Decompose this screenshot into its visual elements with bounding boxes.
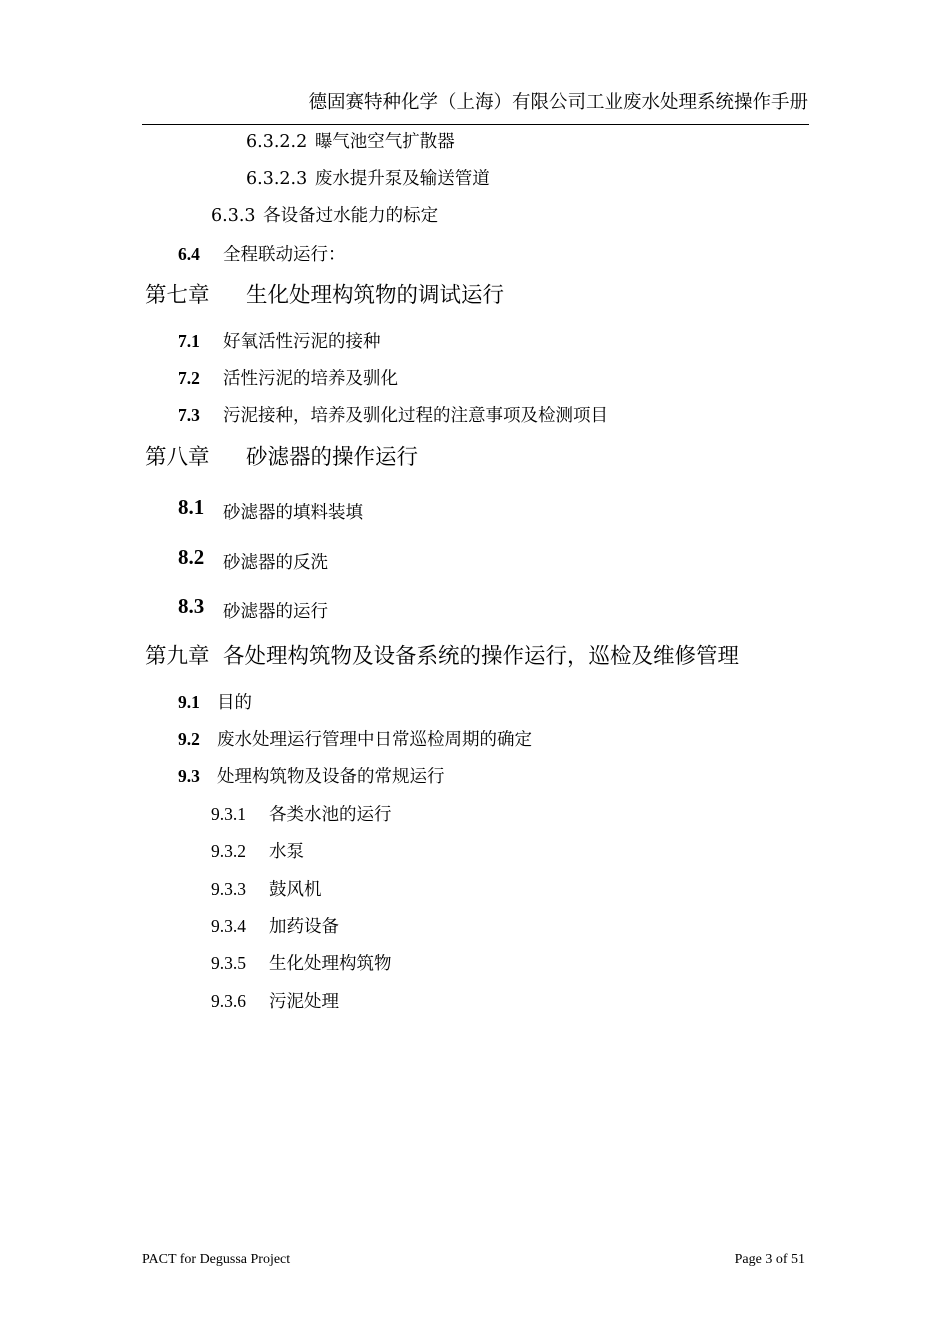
toc-subsection-number: 9.3.6	[211, 991, 246, 1011]
toc-section-text: 全程联动运行：	[223, 245, 346, 265]
toc-subsection-text: 污泥处理	[269, 992, 339, 1012]
toc-subsection-number: 9.3.2	[211, 841, 246, 861]
toc-section-number: 8.2	[178, 545, 205, 569]
toc-entry-text: 各设备过水能力的标定	[263, 206, 439, 226]
toc-section-number: 7.3	[178, 405, 200, 425]
toc-section-entry[interactable]	[178, 407, 608, 426]
toc-section-text: 废水处理运行管理中日常巡检周期的确定	[217, 730, 532, 750]
footer-page-of: of	[775, 1252, 788, 1267]
toc-section-text: 污泥接种，培养及驯化过程的注意事项及检测项目	[223, 406, 608, 426]
toc-section-entry[interactable]	[178, 495, 363, 523]
chapter-title: 各处理构筑物及设备系统的操作运行，巡检及维修管理	[223, 644, 740, 669]
toc-subsection-text: 水泵	[269, 842, 304, 862]
toc-section-entry[interactable]	[178, 731, 532, 750]
toc-subsection-entry[interactable]	[211, 843, 304, 862]
toc-subsection-entry[interactable]	[211, 918, 339, 937]
footer-project-name: PACT for Degussa Project	[142, 1252, 291, 1267]
footer-page-number	[735, 1252, 805, 1268]
chapter-label: 第七章	[145, 283, 210, 308]
toc-section-number: 9.3	[178, 766, 200, 786]
toc-entry[interactable]	[211, 208, 438, 226]
toc-subsection-number: 9.3.4	[211, 916, 246, 936]
toc-entry[interactable]	[246, 171, 490, 189]
toc-section-entry[interactable]	[178, 768, 445, 787]
toc-section-number: 7.2	[178, 368, 200, 388]
toc-subsection-entry[interactable]	[211, 993, 339, 1012]
toc-section-text: 处理构筑物及设备的常规运行	[217, 767, 445, 787]
toc-section-text: 好氧活性污泥的接种	[223, 332, 381, 352]
toc-section-number: 7.1	[178, 331, 200, 351]
toc-chapter-7[interactable]	[145, 285, 504, 307]
footer-page-total: 51	[791, 1252, 805, 1267]
toc-section-number: 6.4	[178, 244, 200, 264]
toc-section-number: 9.1	[178, 692, 200, 712]
toc-subsection-text: 生化处理构筑物	[269, 954, 392, 974]
chapter-label: 第八章	[145, 445, 210, 470]
toc-subsection-text: 鼓风机	[269, 880, 322, 900]
document-header-title: 德固赛特种化学（上海）有限公司工业废水处理系统操作手册	[308, 92, 808, 113]
toc-section-number: 8.1	[178, 495, 205, 519]
toc-section-number: 9.2	[178, 729, 200, 749]
toc-entry-number: 6.3.3	[211, 206, 256, 226]
toc-section-entry[interactable]	[178, 694, 252, 713]
toc-section-text: 砂滤器的填料装填	[223, 503, 363, 523]
toc-section-text: 目的	[217, 693, 252, 713]
toc-subsection-text: 各类水池的运行	[269, 805, 392, 825]
toc-subsection-number: 9.3.5	[211, 953, 246, 973]
toc-subsection-entry[interactable]	[211, 881, 322, 900]
toc-entry-text: 曝气池空气扩散器	[314, 132, 455, 152]
toc-section-text: 砂滤器的反洗	[223, 553, 328, 573]
toc-entry[interactable]	[246, 134, 455, 152]
toc-entry-number: 6.3.2.2	[246, 132, 308, 152]
toc-section-entry[interactable]	[178, 333, 381, 352]
toc-section-entry[interactable]	[178, 370, 398, 389]
toc-section-text: 活性污泥的培养及驯化	[223, 369, 398, 389]
toc-chapter-8[interactable]	[145, 447, 418, 469]
chapter-title: 砂滤器的操作运行	[246, 445, 419, 470]
footer-page-label: Page	[734, 1252, 762, 1267]
footer-page-current: 3	[765, 1252, 773, 1267]
toc-subsection-entry[interactable]	[211, 955, 392, 974]
toc-subsection-number: 9.3.3	[211, 879, 246, 899]
header-divider	[142, 124, 809, 125]
toc-entry-text: 废水提升泵及输送管道	[314, 169, 490, 189]
toc-section-entry[interactable]	[178, 545, 328, 573]
chapter-title: 生化处理构筑物的调试运行	[246, 283, 505, 308]
toc-section-text: 砂滤器的运行	[223, 602, 328, 622]
toc-entry-number: 6.3.2.3	[246, 169, 308, 189]
chapter-label: 第九章	[145, 644, 210, 669]
toc-subsection-entry[interactable]	[211, 806, 392, 825]
toc-subsection-text: 加药设备	[269, 917, 339, 937]
toc-subsection-number: 9.3.1	[211, 804, 246, 824]
toc-section-entry[interactable]	[178, 594, 328, 622]
toc-section-entry[interactable]	[178, 246, 346, 265]
toc-section-number: 8.3	[178, 594, 205, 618]
toc-chapter-9[interactable]	[145, 646, 739, 668]
